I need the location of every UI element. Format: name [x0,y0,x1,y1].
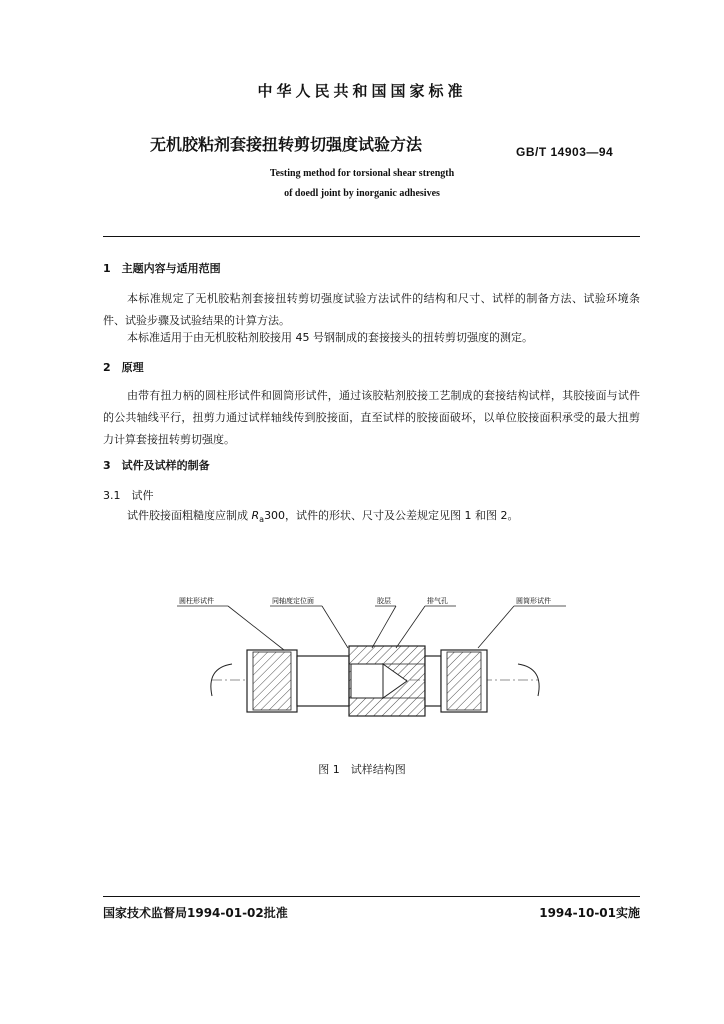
header-rule [103,236,640,237]
label-tube-specimen: 圆筒形试件 [516,597,551,605]
standard-code: GB/T 14903—94 [516,145,614,159]
figure-1-caption: 图 1 试样结构图 [318,763,406,776]
figure-1-drawing [0,580,724,740]
section-2-paragraph-1: 由带有扭力柄的圆柱形试件和圆筒形试件，通过该胶粘剂胶接工艺制成的套接结构试样，其胶接面与试件的公共轴线平行，扭剪力通过试样轴线传到胶接面，直至试样的胶接面破坏，以单位胶接面积承受的最大扭剪力计算套接扭转剪切强度。 [103,389,640,446]
document-title-en-line2: of doedl joint by inorganic adhesives [284,188,440,199]
label-vent-hole: 排气孔 [427,597,448,605]
section-1-paragraph-1: 本标准规定了无机胶粘剂套接扭转剪切强度试验方法试件的结构和尺寸、试样的制备方法、试验环境条件、试验步骤及试验结果的计算方法。 [103,292,640,327]
implementation-date: 1994-10-01实施 [539,906,640,920]
section-1-heading: 1 主题内容与适用范围 [103,262,221,275]
roughness-text-post: 300，试件的形状、尺寸及公差规定见图 1 和图 2。 [264,509,519,522]
national-standard-heading: 中华人民共和国国家标准 [257,82,467,100]
roughness-text-pre: 试件胶接面粗糙度应制成 [127,509,252,522]
section-3-1-paragraph [127,507,519,524]
label-coaxial-surface: 同轴度定位面 [272,597,314,605]
approval-date: 国家技术监督局1994-01-02批准 [103,906,288,920]
roughness-symbol: R [251,509,260,522]
footer-rule [103,896,640,897]
label-adhesive-layer: 胶层 [377,597,391,605]
section-2-heading: 2 原理 [103,361,144,374]
document-title-cn: 无机胶粘剂套接扭转剪切强度试验方法 [150,135,423,154]
section-1-paragraph-2: 本标准适用于由无机胶粘剂胶接用 45 号钢制成的套接接头的扭转剪切强度的测定。 [127,331,533,344]
document-title-en-line1: Testing method for torsional shear strength [269,168,455,179]
section-3-1-heading: 3.1 试件 [103,489,154,502]
section-3-heading: 3 试件及试样的制备 [103,459,210,472]
label-cylinder-specimen: 圆柱形试件 [179,597,214,605]
roughness-subscript: a [259,515,265,525]
